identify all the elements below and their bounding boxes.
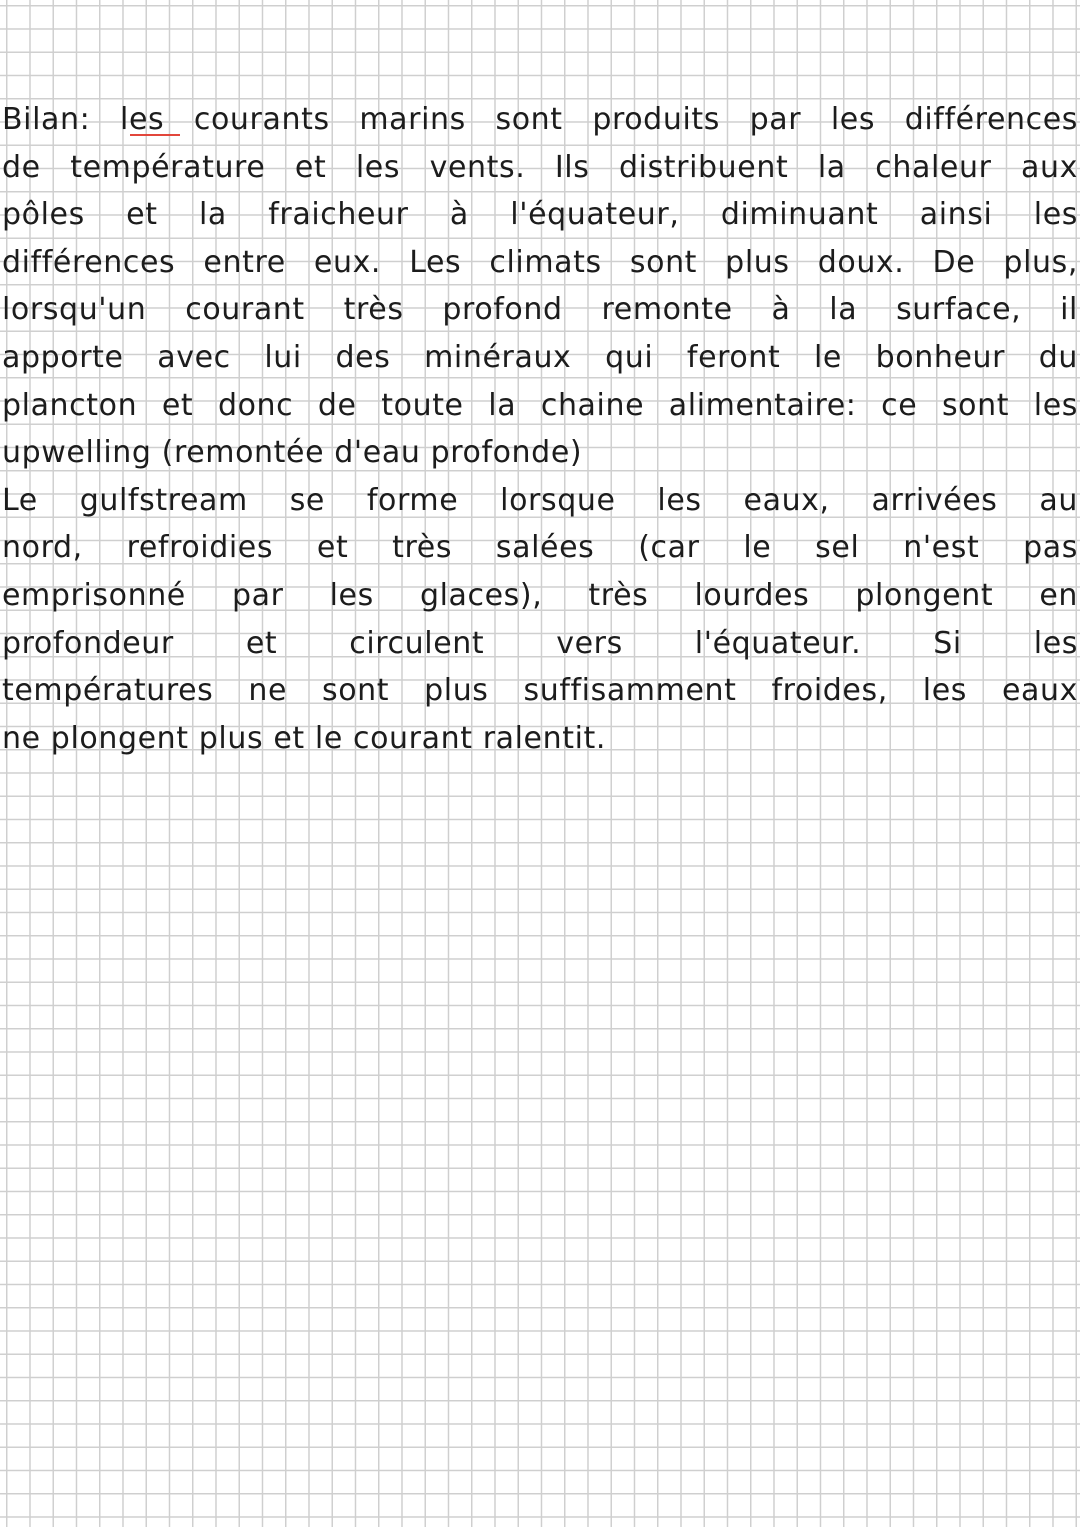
note-line: apporte avec lui des minéraux qui feront le bonheur du [2, 339, 1078, 375]
note-line: ne plongent plus et le courant ralentit. [2, 720, 607, 756]
note-line: températures ne sont plus suffisamment froides, les eaux [2, 673, 1078, 709]
note-line: upwelling (remontée d'eau profonde) [2, 435, 583, 471]
note-line: nord, refroidies et très salées (car le sel n'est pas [2, 530, 1078, 566]
note-line: profondeur et circulent vers l'équateur. Si les [2, 625, 1078, 661]
note-line: plancton et donc de toute la chaine alimentaire: ce sont les [2, 387, 1078, 423]
note-line: Le gulfstream se forme lorsque les eaux, arrivées au [2, 482, 1078, 518]
handwritten-notes [2, 96, 1078, 762]
note-line: pôles et la fraicheur à l'équateur, diminuant ainsi les [2, 197, 1078, 233]
note-line: emprisonné par les glaces), très lourdes plongent en [2, 577, 1078, 613]
note-line: de température et les vents. Ils distribuent la chaleur aux [2, 149, 1078, 185]
note-line: différences entre eux. Les climats sont plus doux. De plus, [2, 244, 1078, 280]
note-line: lorsqu'un courant très profond remonte à la surface, il [2, 292, 1078, 328]
note-line: Bilan: les courants marins sont produits par les différences [2, 102, 1078, 137]
